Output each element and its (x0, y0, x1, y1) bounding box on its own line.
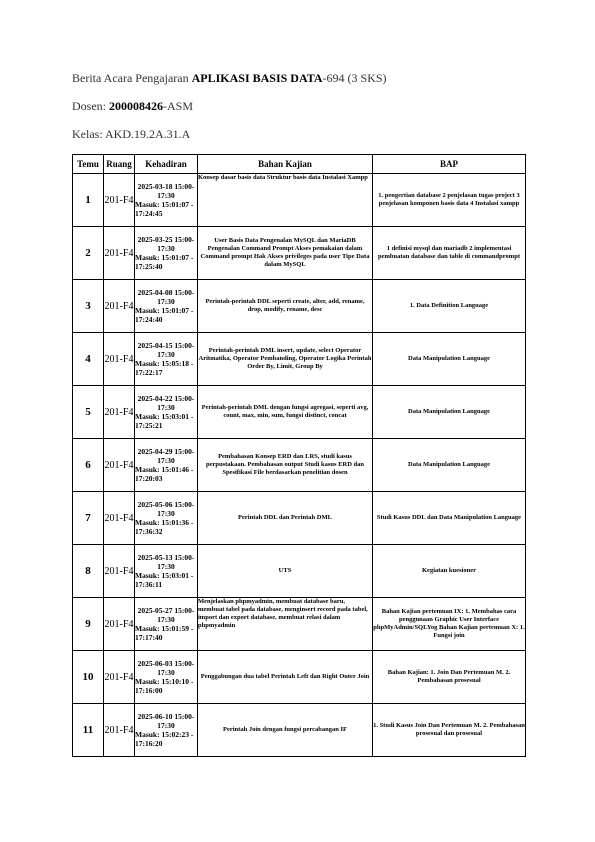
schedule-time: 2025-04-15 15:00-17:30 (137, 341, 195, 359)
check-in-time: Masuk: 15:02:23 - 17:16:20 (135, 730, 194, 748)
bap-cell: 1. Data Definition Language (373, 280, 526, 333)
meeting-number: 2 (73, 227, 104, 280)
meeting-number: 4 (73, 333, 104, 386)
attendance-cell (135, 280, 198, 333)
schedule-time: 2025-03-18 15:00-17:30 (137, 182, 195, 200)
dosen-label: Dosen: (72, 99, 109, 113)
schedule-time: 2025-06-10 15:00-17:30 (137, 712, 195, 730)
bap-cell: Data Manipulation Language (373, 333, 526, 386)
room-cell: 201-F4 (104, 598, 135, 651)
title-prefix: Berita Acara Pengajaran (72, 71, 192, 85)
meeting-report-table (72, 154, 526, 757)
schedule-time: 2025-04-08 15:00-17:30 (137, 288, 195, 306)
lecturer-line (72, 99, 193, 114)
attendance-cell (135, 227, 198, 280)
table-header-row (73, 155, 526, 174)
room-cell: 201-F4 (104, 333, 135, 386)
attendance-cell (135, 333, 198, 386)
schedule-time: 2025-05-27 15:00-17:30 (137, 606, 195, 624)
header-ruang: Ruang (104, 155, 135, 174)
table-row (73, 545, 526, 598)
attendance-cell (135, 651, 198, 704)
attendance-cell (135, 704, 198, 757)
attendance-cell (135, 386, 198, 439)
room-cell: 201-F4 (104, 227, 135, 280)
room-cell: 201-F4 (104, 174, 135, 227)
attendance-cell (135, 545, 198, 598)
meeting-number: 5 (73, 386, 104, 439)
bap-cell: Data Manipulation Language (373, 439, 526, 492)
course-suffix: -694 (3 SKS) (322, 71, 387, 85)
kelas-value: AKD.19.2A.31.A (105, 127, 191, 141)
bap-cell: 1 definisi mysql dan mariadb 2 implementasi pembuatan database dan table di commandprompt (373, 227, 526, 280)
schedule-time: 2025-03-25 15:00-17:30 (137, 235, 195, 253)
bap-cell: Data Manipulation Language (373, 386, 526, 439)
check-in-time: Masuk: 15:01:59 - 17:17:40 (135, 624, 194, 642)
attendance-cell (135, 174, 198, 227)
table-row (73, 492, 526, 545)
document-title (72, 71, 387, 86)
topic-cell: Perintah Join dengan fungsi percabangan IF (198, 704, 373, 757)
topic-cell: Perintah-perintah DML insert, update, select Operator Aritmatika, Operator Pembanding, Operator Logika Perintah Order By, Limit, Group By (198, 333, 373, 386)
topic-cell: UTS (198, 545, 373, 598)
topic-cell: Perintah DDL dan Perintah DML (198, 492, 373, 545)
table-row (73, 280, 526, 333)
schedule-time: 2025-05-06 15:00-17:30 (137, 500, 195, 518)
meeting-number: 1 (73, 174, 104, 227)
schedule-time: 2025-05-13 15:00-17:30 (137, 553, 195, 571)
topic-cell: User Basis Data Pengenalan MySQL dan MariaDB Pengenalan Command Prompt Akses pemakaian dalam Command prompt Hak Akses privileges pada user Tipe Data dalam MySQL (198, 227, 373, 280)
bap-cell: 1. Studi Kasus Join Dan Pertemuan M. 2. Pembahasan prosesual dan prosesual (373, 704, 526, 757)
room-cell: 201-F4 (104, 280, 135, 333)
header-temu: Temu (73, 155, 104, 174)
table-row (73, 598, 526, 651)
bap-cell: 1. pengertian database 2 penjelasan tugas project 3 penjelasan komponen basis data 4 Instalasi xampp (373, 174, 526, 227)
table-row (73, 651, 526, 704)
table-row (73, 174, 526, 227)
room-cell: 201-F4 (104, 545, 135, 598)
course-name: APLIKASI BASIS DATA (191, 71, 323, 85)
check-in-time: Masuk: 15:01:07 - 17:25:40 (135, 253, 194, 271)
topic-cell: Pembahasan Konsep ERD dan LRS, studi kasus perpustakaan. Pembahasan output Studi kasus ERD dan Spesifikasi File berdasarkan penelitian dosen (198, 439, 373, 492)
topic-cell: Konsep dasar basis data Struktur basis data Instalasi Xampp (198, 174, 373, 227)
meeting-number: 9 (73, 598, 104, 651)
meeting-number: 11 (73, 704, 104, 757)
check-in-time: Masuk: 15:01:07 - 17:24:45 (135, 200, 194, 218)
room-cell: 201-F4 (104, 439, 135, 492)
dosen-suffix: -ASM (163, 99, 194, 113)
meeting-number: 6 (73, 439, 104, 492)
meeting-number: 3 (73, 280, 104, 333)
attendance-cell (135, 439, 198, 492)
header-bahan-kajian: Bahan Kajian (198, 155, 373, 174)
table-row (73, 704, 526, 757)
topic-cell: Perintah-perintah DDL seperti create, alter, add, rename, drop, modify, rename, desc (198, 280, 373, 333)
topic-cell: Perintah-perintah DML dengan fungsi agregasi, seperti avg, count, max, min, sum, fungsi distinct, concat (198, 386, 373, 439)
attendance-cell (135, 598, 198, 651)
meeting-number: 10 (73, 651, 104, 704)
schedule-time: 2025-04-29 15:00-17:30 (137, 447, 195, 465)
topic-cell: Penggabungan dua tabel Perintah Left dan Right Outer Join (198, 651, 373, 704)
topic-cell: Menjelaskan phpmyadmin, membuat database baru, membuat tabel pada database, menginsert record pada tabel, import dan export database, membuat relasi dalam phpmyadmin (198, 598, 373, 651)
check-in-time: Masuk: 15:01:07 - 17:24:40 (135, 306, 194, 324)
check-in-time: Masuk: 15:03:01 - 17:36:11 (135, 571, 194, 589)
table-row (73, 333, 526, 386)
bap-cell: Studi Kasus DDL dan Data Manipulation Language (373, 492, 526, 545)
check-in-time: Masuk: 15:10:10 - 17:16:00 (135, 677, 194, 695)
schedule-time: 2025-04-22 15:00-17:30 (137, 394, 195, 412)
schedule-time: 2025-06-03 15:00-17:30 (137, 659, 195, 677)
header-bap: BAP (373, 155, 526, 174)
kelas-label: Kelas: (72, 127, 105, 141)
table-row (73, 439, 526, 492)
check-in-time: Masuk: 15:03:01 - 17:25:21 (135, 412, 194, 430)
meeting-number: 8 (73, 545, 104, 598)
bap-cell: Kegiatan kuesioner (373, 545, 526, 598)
class-line (72, 127, 190, 142)
room-cell: 201-F4 (104, 492, 135, 545)
table-row (73, 227, 526, 280)
room-cell: 201-F4 (104, 386, 135, 439)
table-body (73, 174, 526, 757)
dosen-id: 200008426 (109, 99, 163, 113)
check-in-time: Masuk: 15:05:18 - 17:22:17 (135, 359, 194, 377)
bap-cell: Bahan Kajian pertemuan IX: 1. Membahas cara penggunaan Graphic User Interface phpMyAdmin/SQLYog Bahan Kajian pertemuan X: 1. Fungsi join (373, 598, 526, 651)
attendance-cell (135, 492, 198, 545)
meeting-number: 7 (73, 492, 104, 545)
check-in-time: Masuk: 15:01:46 - 17:20:03 (135, 465, 194, 483)
room-cell: 201-F4 (104, 704, 135, 757)
table-row (73, 386, 526, 439)
room-cell: 201-F4 (104, 651, 135, 704)
check-in-time: Masuk: 15:01:36 - 17:36:32 (135, 518, 194, 536)
bap-cell: Bahan Kajian: 1. Join Dan Pertemuan M. 2. Pembahasan prosesual (373, 651, 526, 704)
header-kehadiran: Kehadiran (135, 155, 198, 174)
